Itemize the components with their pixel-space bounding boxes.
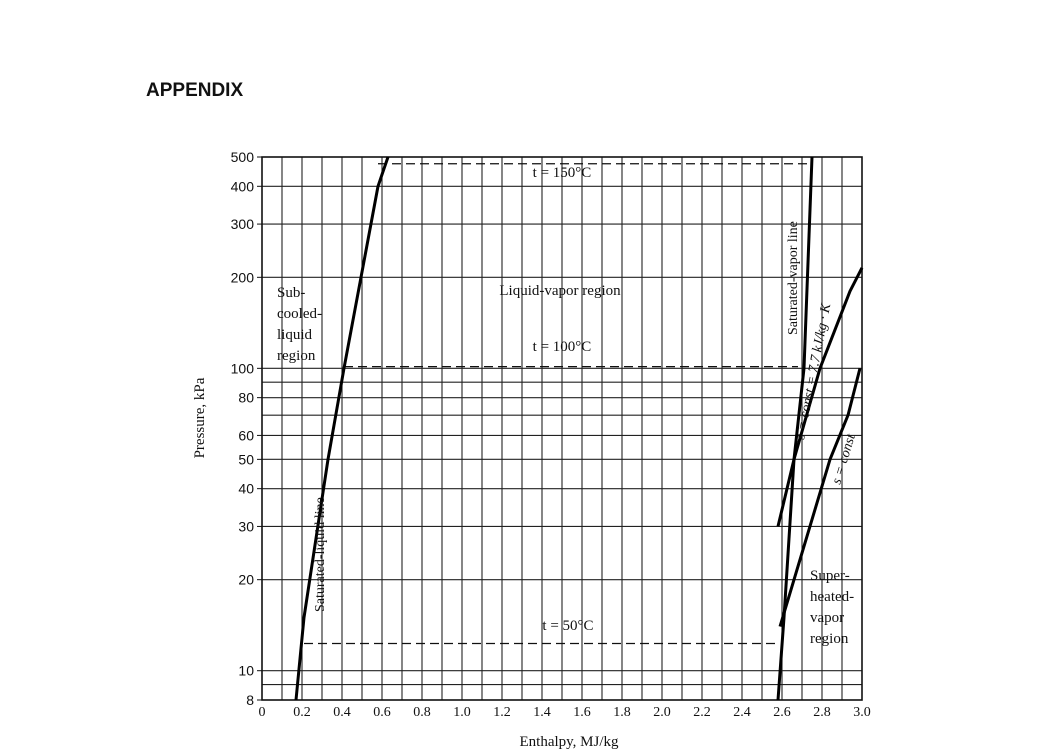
- y-tick-label: 500: [230, 149, 254, 165]
- saturated-liquid-line-label: Saturated-liquid line: [313, 497, 328, 612]
- y-tick-label: 300: [230, 216, 254, 233]
- superheated-label-1: Super-: [810, 568, 850, 584]
- y-tick-label: 40: [238, 480, 254, 497]
- y-tick-label: 200: [230, 269, 254, 286]
- subcooled-label-3: liquid: [277, 327, 313, 343]
- isotherm-label-100: t = 100°C: [532, 339, 592, 355]
- y-tick-label: 60: [238, 427, 254, 444]
- x-tick-label: 2.8: [813, 705, 831, 720]
- y-tick-label: 400: [230, 178, 254, 195]
- liquid-vapor-label: Liquid-vapor region: [499, 283, 621, 299]
- x-tick-label: 1.0: [453, 705, 471, 720]
- x-tick-label: 2.2: [693, 705, 711, 720]
- isotherm-lines: [304, 164, 810, 644]
- x-tick-label: 3.0: [853, 705, 871, 720]
- appendix-heading: APPENDIX: [146, 80, 244, 101]
- y-tick-label: 50: [238, 451, 254, 468]
- y-tick-label: 100: [230, 360, 254, 377]
- y-tick-labels: [231, 149, 262, 708]
- y-tick-label: 20: [238, 571, 254, 588]
- y-axis-title: Pressure, kPa: [192, 377, 208, 459]
- x-tick-label: 1.2: [493, 705, 511, 720]
- x-tick-label: 0.2: [293, 705, 311, 720]
- x-tick-label: 0.8: [413, 705, 431, 720]
- x-tick-label: 1.6: [573, 705, 591, 720]
- y-tick-label: 10: [238, 662, 254, 679]
- subcooled-label-4: region: [277, 348, 316, 364]
- y-tick-label: 80: [238, 389, 254, 406]
- s-const-77-label: s = const = 7.7 kJ/kg · K: [793, 302, 835, 441]
- x-tick-label: 2.6: [773, 705, 791, 720]
- s-const-label: s = const: [829, 432, 859, 487]
- x-tick-label: 0.4: [333, 705, 351, 720]
- isotherm-label-150: t = 150°C: [532, 165, 592, 181]
- superheated-label-2: heated-: [810, 589, 855, 605]
- x-axis-title: Enthalpy, MJ/kg: [519, 734, 619, 750]
- x-tick-label: 1.4: [533, 705, 551, 720]
- y-tick-label: 8: [246, 692, 254, 708]
- superheated-label-4: region: [810, 631, 849, 647]
- y-tick-label: 30: [238, 518, 254, 535]
- superheated-label-3: vapor: [810, 610, 845, 626]
- x-tick-label: 2.4: [733, 705, 751, 720]
- subcooled-label-2: cooled-: [277, 306, 322, 322]
- x-tick-label: 2.0: [653, 705, 671, 720]
- saturated-vapor-line-label: Saturated-vapor line: [786, 221, 801, 335]
- x-tick-label: 1.8: [613, 705, 631, 720]
- x-tick-labels: [259, 705, 871, 720]
- isotherm-label-50: t = 50°C: [542, 618, 594, 634]
- x-tick-label: 0: [258, 705, 266, 720]
- subcooled-label-1: Sub-: [277, 285, 306, 301]
- x-tick-label: 0.6: [373, 705, 391, 720]
